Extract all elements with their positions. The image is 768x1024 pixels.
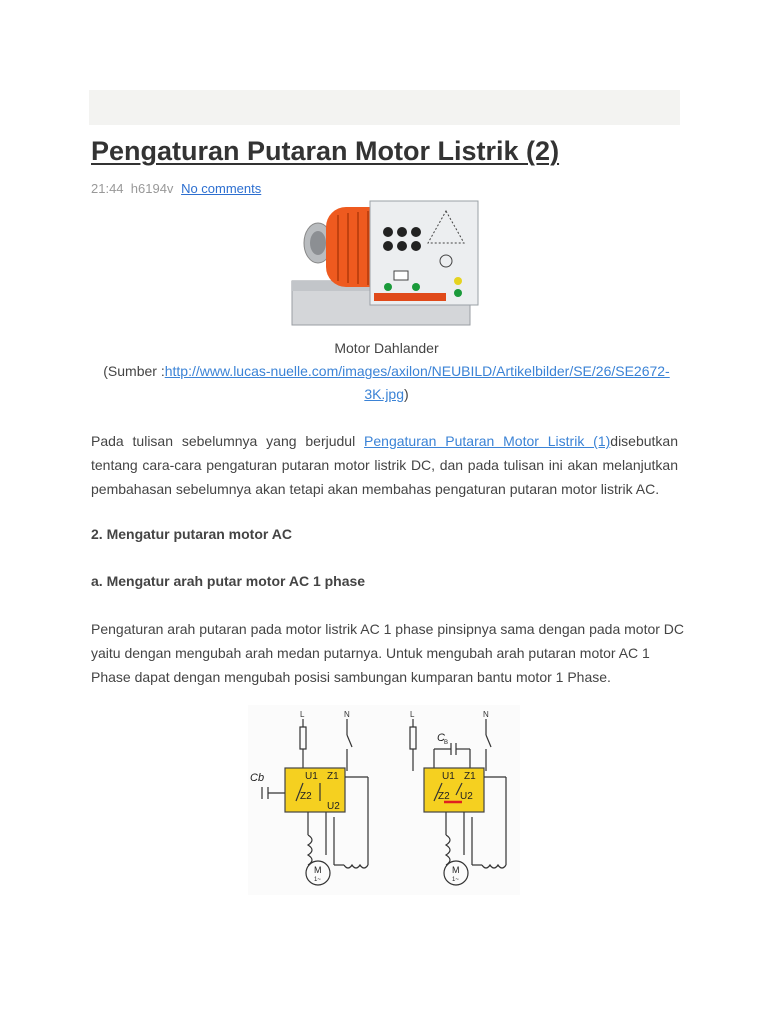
terminal-u2: U2 <box>327 801 340 812</box>
motor-label: M <box>314 865 322 875</box>
motor-sub-label: 1~ <box>314 877 321 883</box>
top-bar <box>89 90 680 125</box>
figure-caption: Motor Dahlander <box>334 340 439 356</box>
section-2-heading: 2. Mengatur putaran motor AC <box>91 526 292 542</box>
source-suffix: ) <box>404 386 409 402</box>
terminal-z2: Z2 <box>438 791 450 802</box>
source-prefix: (Sumber : <box>103 363 165 379</box>
line-label: L <box>410 710 415 719</box>
terminal-u1: U1 <box>442 771 455 782</box>
figure-source <box>91 360 682 406</box>
terminal-u1: U1 <box>305 771 318 782</box>
post-meta <box>91 181 261 196</box>
neutral-label: N <box>483 710 489 719</box>
intro-text-before: Pada tulisan sebelumnya yang berjudul <box>91 433 365 449</box>
capacitor-label: C <box>437 732 445 744</box>
intro-text-after: disebutkan tentang cara-cara pengaturan putaran motor listrik DC, dan pada tulisan ini akan melanjutkan pembahasan sebelumnya akan tetapi akan membahas pengaturan putaran motor listrik AC. <box>91 433 678 497</box>
section-2a-heading: a. Mengatur arah putar motor AC 1 phase <box>91 573 366 589</box>
source-link[interactable]: http://www.lucas-nuelle.com/images/axilon/NEUBILD/Artikelbilder/SE/26/SE2672- <box>164 363 670 379</box>
terminal-z2: Z2 <box>300 791 312 802</box>
post-time: 21:44 <box>91 181 124 196</box>
intro-paragraph <box>91 429 678 501</box>
paragraph-line: yaitu dengan mengubah arah medan putarnya. Untuk mengubah arah putaran motor AC 1 <box>91 645 650 661</box>
line-label: L <box>300 710 305 719</box>
motor-label: M <box>452 865 460 875</box>
paragraph-line: Phase dapat dengan mengubah posisi sambungan kumparan bantu motor 1 Phase. <box>91 669 611 685</box>
capacitor-sub-label: B <box>444 740 449 746</box>
previous-post-link[interactable]: Pengaturan Putaran Motor Listrik (1) <box>364 433 611 449</box>
post-author[interactable]: h6194v <box>130 181 174 196</box>
motor-dahlander-image <box>288 195 480 335</box>
section-2a-paragraph <box>91 617 691 689</box>
comments-link[interactable]: No comments <box>181 181 262 196</box>
post-title[interactable]: Pengaturan Putaran Motor Listrik (2) <box>91 136 560 166</box>
terminal-u2: U2 <box>460 791 473 802</box>
neutral-label: N <box>344 710 350 719</box>
wiring-diagram <box>248 705 520 895</box>
terminal-z1: Z1 <box>464 771 476 782</box>
source-link-cont[interactable]: 3K.jpg <box>364 386 405 402</box>
capacitor-label: Cb <box>250 772 265 784</box>
motor-sub-label: 1~ <box>452 877 459 883</box>
paragraph-line: Pengaturan arah putaran pada motor listrik AC 1 phase pinsipnya sama dengan pada motor DC <box>91 621 685 637</box>
terminal-z1: Z1 <box>327 771 339 782</box>
